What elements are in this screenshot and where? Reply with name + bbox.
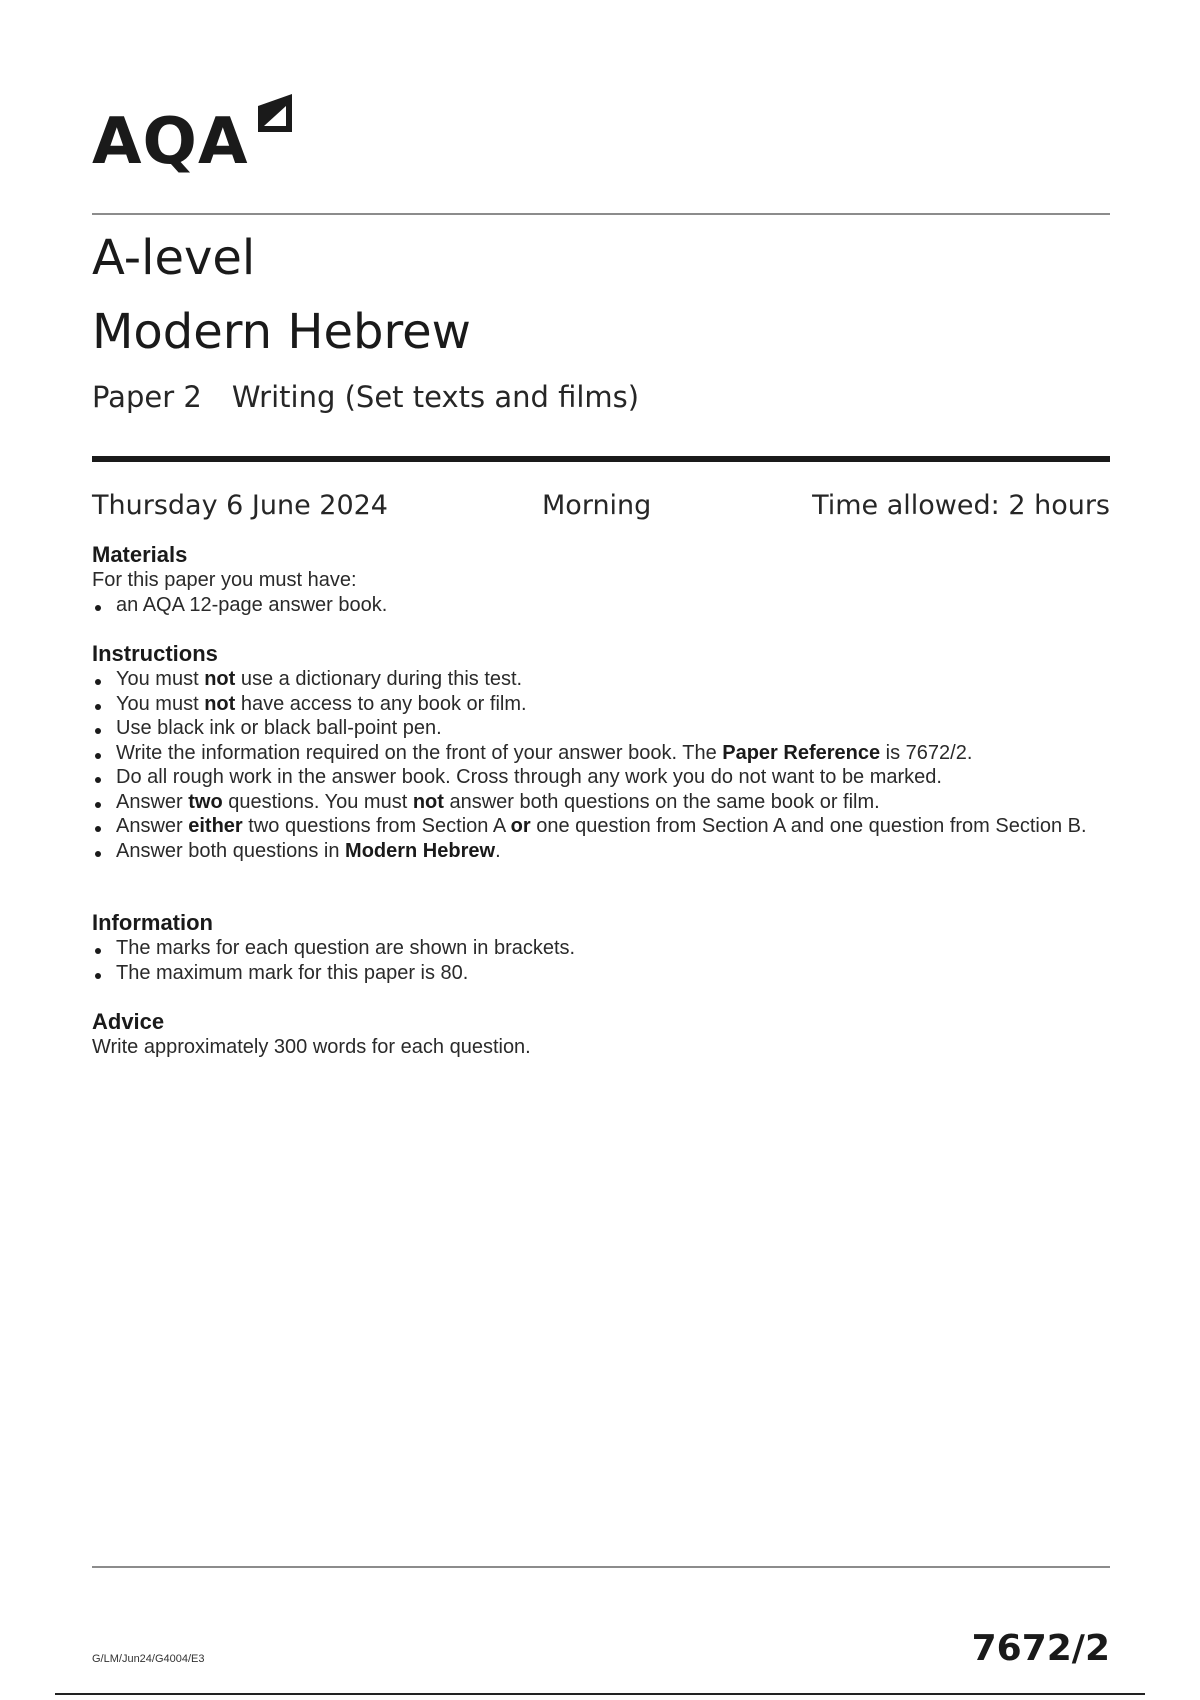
information-heading: Information — [92, 910, 213, 935]
instruction-emphasis: Modern Hebrew — [345, 839, 496, 862]
instruction-item — [92, 692, 1132, 717]
instruction-item — [92, 667, 1132, 692]
instruction-item — [92, 839, 1132, 864]
top-divider — [92, 213, 1110, 215]
footer-divider — [92, 1566, 1110, 1568]
instruction-text: You must — [116, 692, 205, 715]
instruction-text: is 7672/2. — [880, 741, 973, 764]
instruction-emphasis: not — [204, 692, 236, 715]
instruction-emphasis: two — [188, 790, 223, 813]
instruction-text: have access to any book or film. — [235, 692, 527, 715]
aqa-logo-mark-icon — [252, 92, 300, 150]
instruction-text: Answer — [116, 815, 189, 837]
instruction-emphasis: not — [412, 790, 444, 813]
instruction-text: Answer — [116, 790, 189, 813]
instruction-emphasis: either — [188, 815, 243, 837]
instruction-text: one question from Section A and one question from Section B. — [530, 815, 1087, 837]
instruction-text: two questions from Section A — [242, 815, 511, 837]
document-reference: G/LM/Jun24/G4004/E3 — [92, 1653, 205, 1665]
subject-title: Modern Hebrew — [92, 304, 471, 360]
paper-code: 7672/2 — [971, 1628, 1110, 1669]
instructions-list — [92, 667, 1132, 863]
instruction-emphasis: not — [204, 668, 236, 690]
instruction-item — [92, 814, 1132, 839]
advice-text: Write approximately 300 words for each question. — [92, 1036, 531, 1058]
logo-text: AQA — [92, 105, 249, 179]
advice-section — [92, 1009, 1132, 1060]
materials-section — [92, 542, 1132, 617]
paper-number: Paper 2 — [92, 380, 202, 414]
exam-session: Morning — [542, 490, 652, 521]
materials-heading: Materials — [92, 542, 188, 567]
time-allowed: Time allowed: 2 hours — [812, 490, 1110, 521]
exam-date: Thursday 6 June 2024 — [92, 490, 388, 521]
instruction-text: Answer both questions in — [116, 839, 346, 862]
instruction-text: . — [495, 839, 501, 862]
instruction-text: answer both questions on the same book or film. — [443, 790, 880, 813]
aqa-logo — [92, 92, 300, 182]
qualification-level: A-level — [92, 230, 256, 286]
instructions-section — [92, 641, 1132, 863]
materials-item: an AQA 12-page answer book. — [92, 593, 1132, 618]
paper-line — [92, 380, 639, 414]
information-section — [92, 910, 1132, 985]
instruction-text: Do all rough work in the answer book. Cross through any work you do not want to be marked. — [116, 766, 942, 788]
instruction-item — [92, 741, 1132, 766]
materials-intro: For this paper you must have: — [92, 569, 357, 591]
instruction-item — [92, 716, 1132, 741]
paper-title: Writing (Set texts and films) — [231, 380, 640, 414]
instruction-text: You must — [116, 668, 205, 690]
instruction-text: questions. You must — [222, 790, 413, 813]
instruction-item — [92, 790, 1132, 815]
instruction-emphasis: Paper Reference — [722, 741, 881, 764]
materials-list — [92, 593, 1132, 618]
information-list — [92, 936, 1132, 985]
instructions-heading: Instructions — [92, 641, 218, 666]
information-item: The marks for each question are shown in brackets. — [92, 936, 1132, 961]
instruction-item — [92, 765, 1132, 790]
instruction-text: Use black ink or black ball-point pen. — [116, 717, 442, 739]
advice-heading: Advice — [92, 1009, 165, 1034]
instruction-emphasis: or — [510, 815, 531, 837]
header-divider — [92, 456, 1110, 462]
information-item: The maximum mark for this paper is 80. — [92, 961, 1132, 986]
instruction-text: Write the information required on the front of your answer book. The — [116, 741, 723, 764]
instruction-text: use a dictionary during this test. — [235, 668, 523, 690]
page-bottom-edge — [55, 1693, 1145, 1695]
